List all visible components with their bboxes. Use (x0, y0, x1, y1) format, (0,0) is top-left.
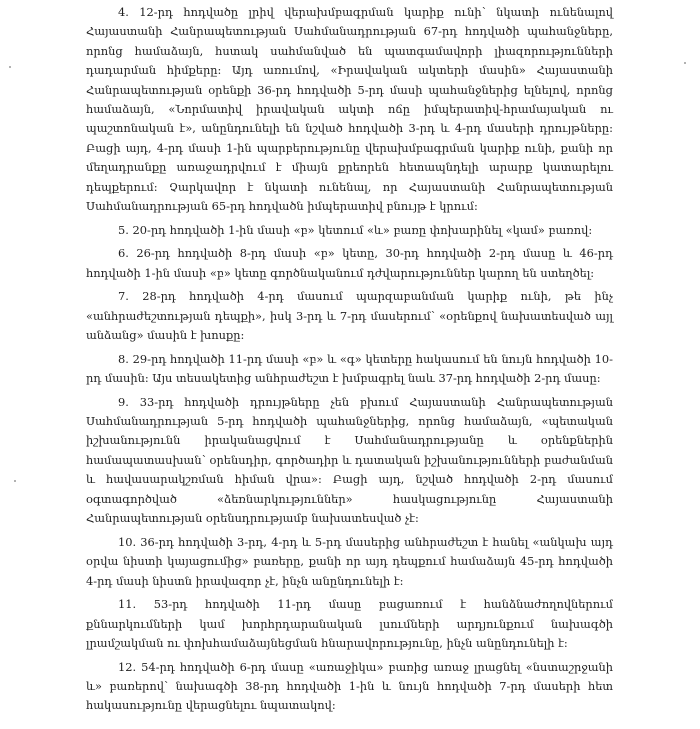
paragraph-item-10: 10. 36-րդ հոդվածի 3-րդ, 4-րդ և 5-րդ մասերից անհրաժեշտ է հանել «անկախ այդ օրվա նիստի կայացումից» բառերը, քանի որ այդ դեպքում համաձայն 45-րդ հոդվածի 4-րդ մասի նիստն իրավազոր չէ, ինչն անընդունելի է: (86, 534, 613, 588)
scan-speck (684, 62, 686, 64)
paragraph-item-8: 8. 29-րդ հոդվածի 11-րդ մասի «բ» և «գ» կետերը հակասում են նույն հոդվածի 10-րդ մասին: Այս տեսակետից անհրաժեշտ է խմբագրել նաև 37-րդ հոդվածի 2-րդ մասը: (86, 351, 613, 386)
scan-speck (14, 480, 16, 482)
paragraph-item-5: 5. 20-րդ հոդվածի 1-ին մասի «բ» կետում «և» բառը փոխարինել «կամ» բառով: (118, 222, 593, 237)
paragraph-item-11: 11. 53-րդ հոդվածի 11-րդ մասը բացառում է հանձնաժողովներում քննարկումների կամ խորհրդարանական լսումների արդյունքում նախագծի լրամշակման ու փոխհամաձայնեցման հնարավորությունը, ինչն անընդունելի է: (86, 597, 613, 650)
document-body (86, 3, 613, 720)
paragraph-item-6: 6. 26-րդ հոդվածի 8-րդ մասի «բ» կետը, 30-րդ հոդվածի 2-րդ մասը և 46-րդ հոդվածի 1-ին մասի «բ» կետը գործնականում դժվարություններ կարող են ստեղծել: (86, 246, 613, 280)
paragraph-item-4: 4. 12-րդ հոդվածը լրիվ վերախմբագրման կարիք ունի՝ նկատի ունենալով Հայաստանի Հանրապետության Սահմանադրության 67-րդ հոդվածի պահանջները, որոնց համաձայն, հստակ սահմանված են պատգամավորի լիազորությունների դադարման հիմքերը: Այդ առումով, «Իրավական ակտերի մասին» Հայաստանի Հանրապետության օրենքի 36-րդ հոդվածի 5-րդ մասի պահանջներից ելնելով, որոնց համաձայն, «Նորմատիվ իրավական ակտի ոճը իմպերատիվ-հրամայական ու պաշտոնական է», անընդունելի են նշված հոդվածի 3-րդ և 4-րդ մասերի դրույթները: Բացի այդ, 4-րդ մասի 1-ին պարբերությունը վերախմբագրման կարիք ունի, քանի որ մեղադրանքը առաջադրվում է միայն քրեորեն հետապնդելի արարք կատարելու դեպքերում: Չարկավոր է նկատի ունենալ, որ Հայաստանի Հանրապետության Սահմանադրության 65-րդ հոդվածն իմպերատիվ բնույթ է կրում: (86, 5, 613, 214)
paragraph-item-7: 7. 28-րդ հոդվածի 4-րդ մասում պարզաբանման կարիք ունի, թե ինչ «անհրաժեշտության դեպքի», իսկ 3-րդ և 7-րդ մասերում՝ «օրենքով նախատեսված այլ անձանց» մասին է խոսքը: (86, 289, 613, 343)
paragraph-item-9: 9. 33-րդ հոդվածի դրույթները չեն բխում Հայաստանի Հանրապետության Սահմանադրության 5-րդ հոդվածի պահանջներից, որոնց համաձայն, «պետական իշխանությունն իրականացվում է Սահմանադրությանը և օրենքներին համապատասխան՝ օրենսդիր, գործադիր և դատական իշխանությունների բաժանման և հավասարակշռման հիման վրա»: Բացի այդ, նշված հոդվածի 2-րդ մասում օգտագործված «ձեռնարկություններ» հասկացությունը Հայաստանի Հանրապետության օրենսդրությամբ նախատեսված չէ: (86, 394, 613, 526)
scan-speck (9, 66, 11, 68)
paragraph-item-12: 12. 54-րդ հոդվածի 6-րդ մասը «առաջիկա» բառից առաջ լրացնել «նստաշրջանի և» բառերով՝ նախագծի 38-րդ հոդվածի 1-ին և նույն հոդվածի 7-րդ մասերի հետ հակասությունը վերացնելու նպատակով: (86, 659, 613, 713)
